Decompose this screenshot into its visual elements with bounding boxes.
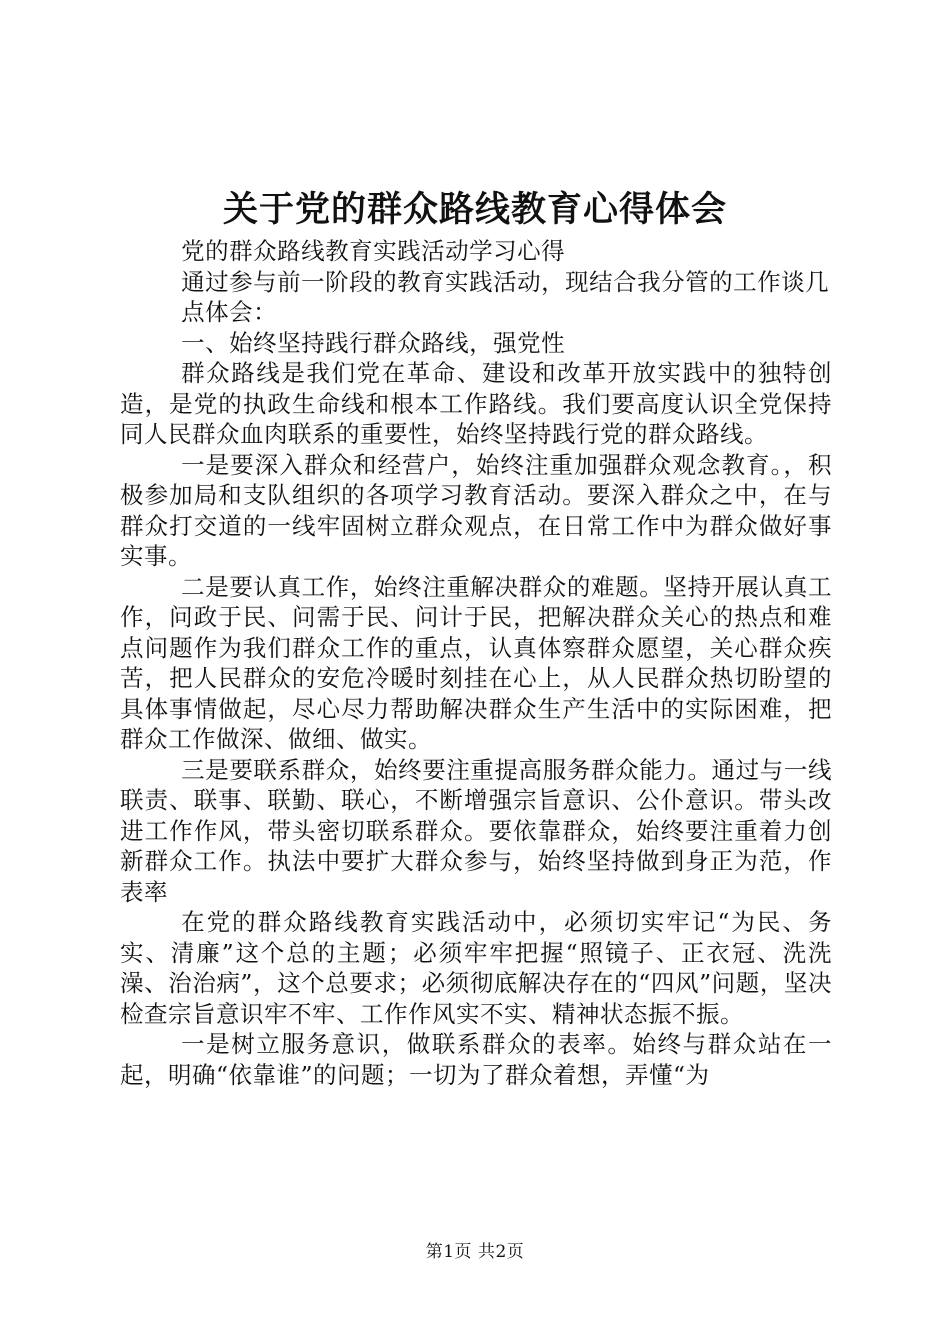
paragraph-intro: 通过参与前一阶段的教育实践活动，现结合我分管的工作谈几 [181, 267, 830, 296]
paragraph-point-3: 三是要联系群众，始终要注重提高服务群众能力。通过与一线联责、联事、联勤、联心，不断增强宗旨意识、公仆意识。带头改进工作作风，带头密切联系群众。要依靠群众，始终要注重着力创新群众工作。执法中要扩大群众参与，始终坚持做到身正为范，作表率 [120, 755, 832, 906]
paragraph-mass-line: 群众路线是我们党在革命、建设和改革开放实践中的独特创造，是党的执政生命线和根本工作路线。我们要高度认识全党保持同人民群众血肉联系的重要性，始终坚持践行党的群众路线。 [120, 359, 832, 448]
paragraph-point-2: 二是要认真工作，始终注重解决群众的难题。坚持开展认真工作，问政于民、问需于民、问计于民，把解决群众关心的热点和难点问题作为我们群众工作的重点，认真体察群众愿望，关心群众疾苦，把人民群众的安危冷暖时刻挂在心上，从人民群众热切盼望的具体事情做起，尽心尽力帮助解决群众生产生活中的实际困难，把群众工作做深、做细、做实。 [120, 572, 832, 753]
section-heading-1: 一、始终坚持践行群众路线，强党性 [181, 328, 566, 357]
paragraph-subtitle: 党的群众路线教育实践活动学习心得 [181, 237, 566, 265]
page-footer: 第1页 共2页 [425, 1242, 525, 1262]
paragraph-practice: 在党的群众路线教育实践活动中，必须切实牢记“为民、务实、清廉”这个总的主题；必须牢牢把握“照镜子、正衣冠、洗洗澡、治治病”，这个总要求；必须彻底解决存在的“四风”问题，坚决检查宗旨意识牢不牢、工作作风实不实、精神状态振不振。 [120, 908, 832, 1028]
document-title: 关于党的群众路线教育心得体会 [222, 189, 727, 230]
document-body [120, 236, 832, 1090]
paragraph-service: 一是树立服务意识，做联系群众的表率。始终与群众站在一起，明确“依靠谁”的问题；一切为了群众着想，弄懂“为 [120, 1030, 832, 1089]
paragraph-intro-continued: 点体会： [181, 298, 278, 326]
paragraph-point-1: 一是要深入群众和经营户，始终注重加强群众观念教育。，积极参加局和支队组织的各项学习教育活动。要深入群众之中，在与群众打交道的一线牢固树立群众观点，在日常工作中为群众做好事实事。 [120, 450, 832, 570]
